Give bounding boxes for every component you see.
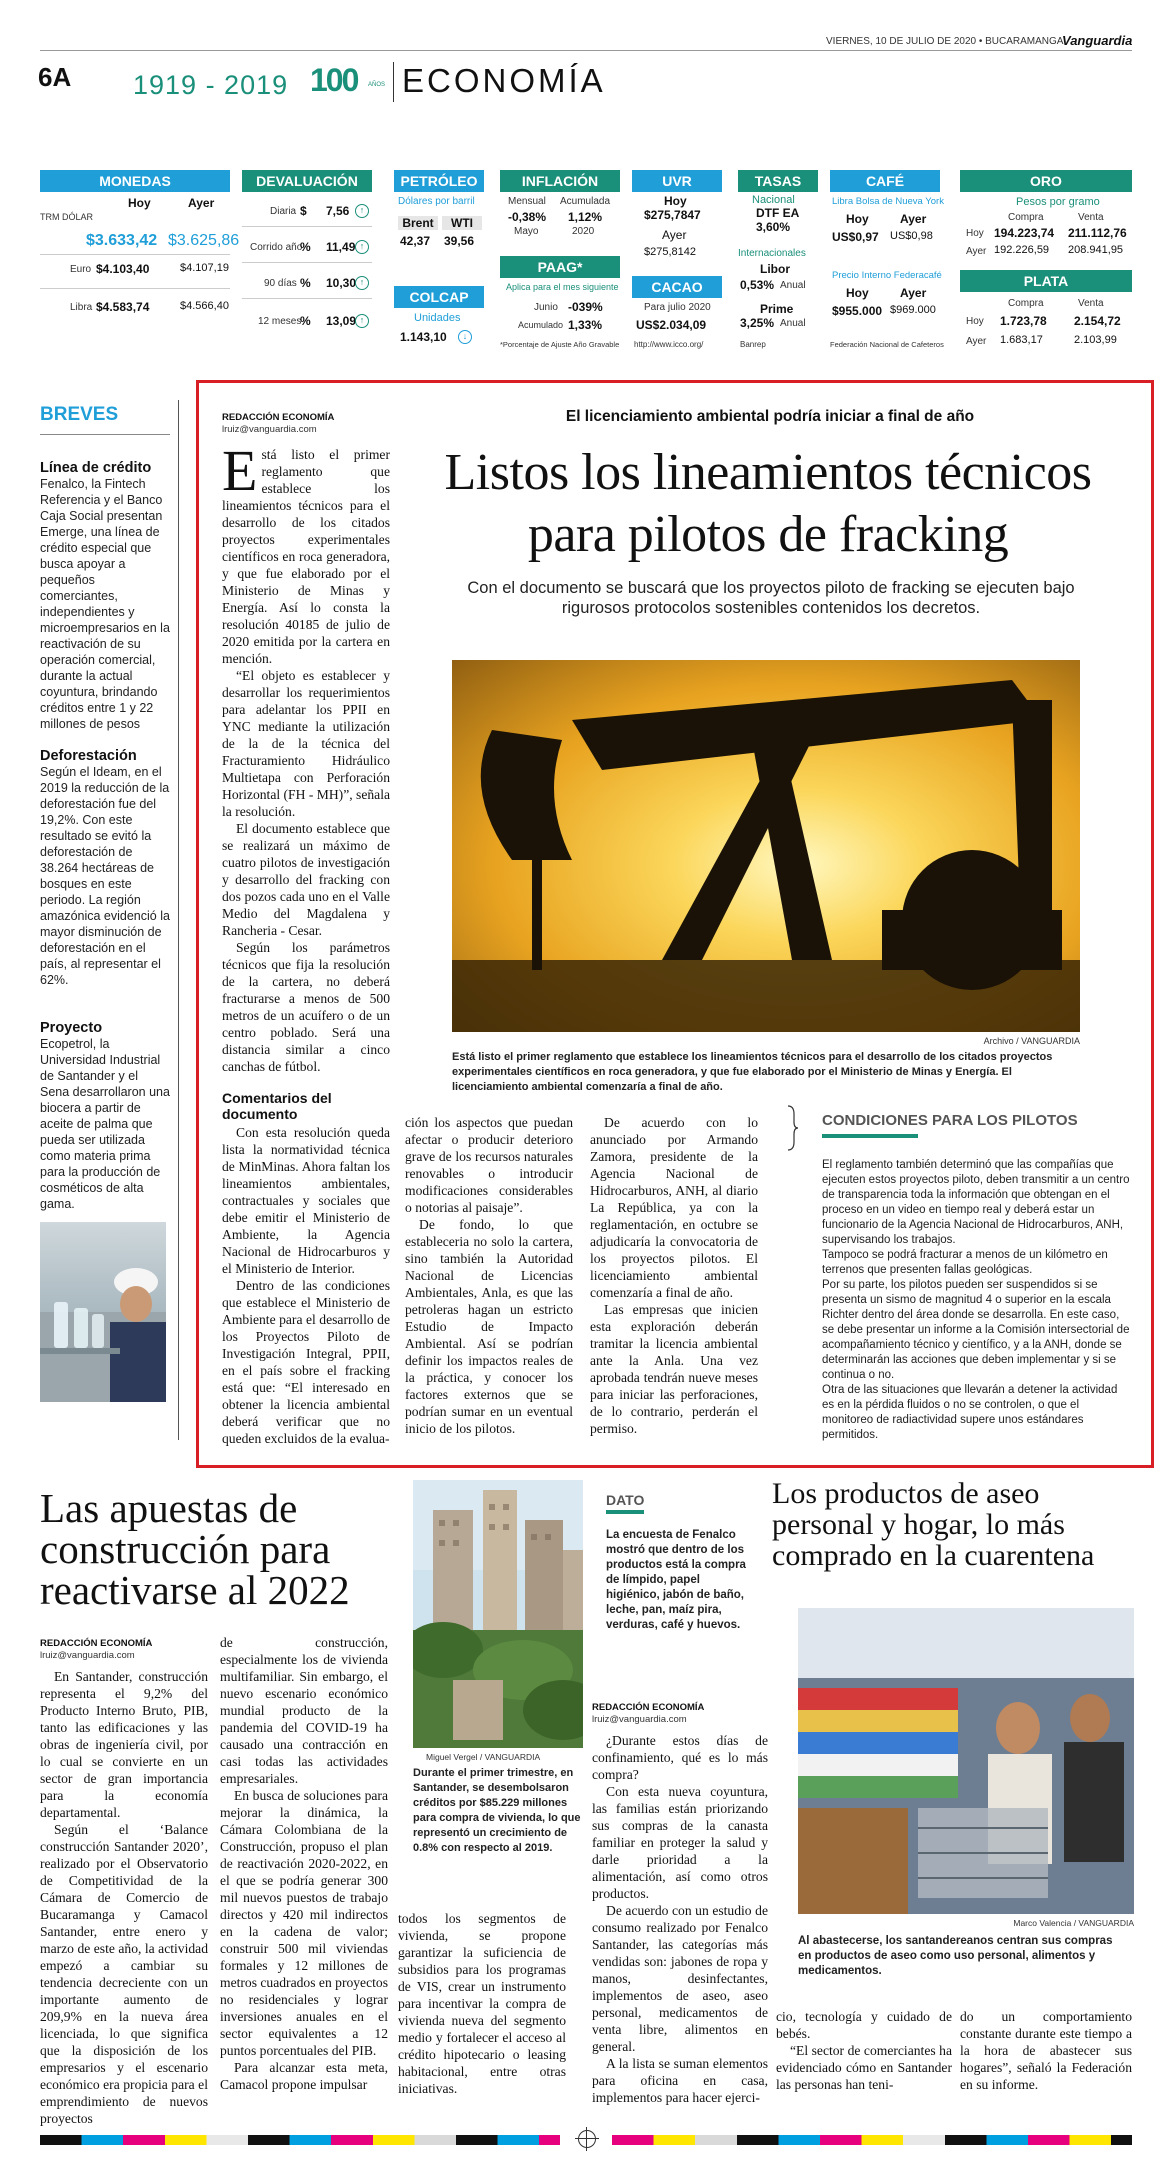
construction-headline: Las apuestas de construcción para reactivarse al 2022 [40,1485,350,1613]
construction-column-2 [220,1634,388,2093]
libra-today: $4.583,74 [96,300,150,314]
anniversary-logo-number: 100 [310,62,358,98]
breves-item-title: Proyecto [40,1020,103,1036]
construction-byline-email: lruiz@vanguardia.com [40,1650,135,1661]
main-col3-p1: De acuerdo con lo anunciado por Armando Zamora, presidente de la Agencia Nacional de Hidrocarburos, ANH, al diario La República, ya con la reglamentación, en octubre se adjudicaría la convocatoria de los proyectos pilotos. El licenciamiento ambiental comenzaría a final de año. [590,1115,758,1300]
construction-column-1 [40,1668,208,2127]
breves-item [40,1020,170,1212]
libra-yesterday: $4.566,40 [180,300,229,312]
anniversary-years: 1919 - 2019 [133,70,289,100]
main-headline-line2: para pilotos de fracking [527,506,1009,563]
breves-item [40,460,170,732]
main-byline-email: lruiz@vanguardia.com [222,424,317,435]
cleaning-byline-email: lruiz@vanguardia.com [592,1714,687,1725]
tasas-libor-label: Libor [760,262,790,276]
deval-row-4-label: 12 meses [258,316,302,327]
uvr-title: UVR [632,170,722,192]
deval-row-2-label: Corrido año [250,242,303,253]
market-oro [960,170,1132,352]
cafe-col-today-2: Hoy [846,286,869,300]
arrow-down-icon: ↓ [458,330,472,344]
cacao-source: http://www.icco.org/ [634,340,704,349]
cleaning-col1-p2: Con esta nueva coyuntura, las familias están priorizando sus compras de la canasta familiar en proteger la salud y darle prioridad a la alimentación, así como otros productos. [592,1784,768,1901]
arrow-up-icon: ↑ [355,314,369,328]
plata-hoy-compra: 1.723,78 [1000,314,1047,328]
breves-rule [40,434,170,435]
main-kicker: El licenciamiento ambiental podría iniciar a final de año [565,408,975,425]
cafe-col-yesterday: Ayer [900,212,927,226]
construction-buildings-photo [413,1480,583,1748]
deval-row-4-value: 13,09 [326,314,357,328]
main-column-1 [222,438,390,1075]
cleaning-col1-p4: A la lista se suman elementos para oficina en casa, implementos para hacer ejerci- [592,2056,768,2105]
euro-today: $4.103,40 [96,262,150,276]
trm-label: TRM DÓLAR [40,212,94,222]
sidebar-bracket [786,1104,798,1152]
cacao-value: US$2.034,09 [636,318,707,332]
cleaning-col3-p1: do un comportamiento constante durante este tiempo a la hora de abastecer sus hogares”, señaló la Federación en su informe. [960,2009,1132,2092]
inflacion-mes: Mayo [514,226,539,237]
construction-col1-p1: En Santander, construcción representa el 9,2% del Producto Interno Bruto, PIB, tanto las edificaciones y las obras de ingeniería civil, por lo cual se convierte en un sector de gran importancia para la economía departamental. [40,1669,208,1820]
main-photo-credit: Archivo / VANGUARDIA [983,1036,1080,1046]
breves-item-title: Línea de crédito [40,460,152,476]
oro-ayer-label: Ayer [966,246,987,257]
trm-today: $3.633,42 [86,232,158,249]
construction-col2-p1: de construcción, especialmente los de vivienda multifamiliar. Sin embargo, el nuevo escenario económico mundial producto de la pandemia del COVID-19 ha causado una contracción en casi todas las actividades empresariales. [220,1635,388,1786]
deval-row-1-unit: $ [300,204,307,218]
plata-hoy-venta: 2.154,72 [1074,314,1121,328]
plata-venta-label: Venta [1078,298,1104,309]
main-pumpjack-photo [452,660,1080,1032]
main-col1-p6: Dentro de las condiciones que establece el Ministerio de Ambiente para el desarrollo de los Proyectos Piloto de Investigación Integral, PPII, en el país sobre el fracking está que: “El interesado en obtener la licencia ambiental deberá verificar que no queden excluidos de la evalua- [222,1278,390,1446]
tasas-int-label: Internacionales [738,248,806,259]
breves-item [40,748,170,988]
inflacion-col1: Mensual [508,196,546,207]
date-line: VIERNES, 10 DE JULIO DE 2020 • BUCARAMANGA [826,36,1064,47]
paag-note: *Porcentaje de Ajuste Año Gravable [500,340,620,349]
brand-logo: Vanguardia [1062,33,1133,48]
tasas-prime-label: Prime [760,302,794,316]
monedas-col-yesterday: Ayer [188,196,215,210]
arrow-up-icon: ↑ [355,204,369,218]
cleaning-col2-p1: cio, tecnología y cuidado de bebés. [776,2009,952,2041]
cafe-col-yesterday-2: Ayer [900,286,927,300]
inflacion-col2: Acumulada [560,196,611,207]
sidebar-title-underline [822,1134,918,1138]
tasas-dtf-label: DTF EA [756,206,800,220]
oro-ayer-compra: 192.226,59 [994,244,1050,256]
construction-byline: REDACCIÓN ECONOMÍA [40,1638,153,1649]
main-col1-p2: “El objeto es establecer y desarrollar los requerimientos para adelantar los PPII en YNC mediante la utilización de la de la técnica del Fracturamiento Hidráulico Multietapa con Perforación Horizontal (FH - MH)”, señala la resolución. [222,668,390,819]
cafe-title: CAFÉ [830,170,940,192]
market-uvr [632,170,722,352]
cafe-col-today: Hoy [846,212,869,226]
euro-yesterday: $4.107,19 [180,262,229,274]
cafe-ny-yesterday: US$0,98 [890,230,933,242]
registration-mark-icon [578,2130,596,2148]
tasas-title: TASAS [738,170,818,192]
paag-acum: 1,33% [568,318,603,332]
arrow-up-icon: ↑ [355,240,369,254]
cleaning-supermarket-photo [798,1608,1134,1914]
dato-title: DATO [606,1492,645,1508]
main-byline: REDACCIÓN ECONOMÍA [222,412,335,423]
anniversary-logo [308,62,388,102]
oro-hoy-compra: 194.223,74 [994,226,1055,240]
header-rule [40,50,1132,51]
oro-hoy-venta: 211.112,76 [1068,226,1127,240]
cleaning-column-2 [776,2008,952,2093]
plata-title: PLATA [960,270,1132,292]
construction-photo-caption: Durante el primer trimestre, en Santander, se desembolsaron créditos por $85.229 millones para compra de vivienda, lo que representó un crecimiento de 0.8% con respecto al 2019. [413,1767,581,1854]
uvr-hoy: $275,7847 [644,208,701,222]
monedas-title: MONEDAS [40,170,230,192]
tasas-prime-unit: Anual [780,318,806,329]
euro-label: Euro [70,264,92,275]
market-tasas [738,170,818,352]
main-deck: Con el documento se buscará que los proyectos piloto de fracking se ejecuten bajo rigurosos protocolos sostenibles contenidos los decretos. [467,579,1075,617]
market-cafe [830,170,944,352]
colcap-value: 1.143,10 [400,330,447,344]
deval-row-3-label: 90 días [264,278,297,289]
breves-item-text: Fenalco, la Fintech Referencia y el Banco Caja Social presentan Emerge, una línea de crédito especial que busca apoyar a pequeños comerciantes, independientes y microempresarios en la reactivación de su operación comercial, durante la actual coyuntura, brindando créditos entre 1 y 22 millones de pesos [40,477,170,731]
market-inflacion [500,170,620,352]
main-col2-p2: De fondo, lo que estableceria no solo la cartera, sino también la Autoridad Nacional de Licencias Ambientales, Anla, es que las petroleras hagan un estricto Estudio de Impacto Ambiental. Así se podrían definir los impactos reales de la práctica, y conocer los factores externos que se podrían sumar en un eventual inicio de los pilotos. [405,1217,573,1436]
market-devaluacion [242,170,372,352]
deval-row-4-unit: % [300,314,311,328]
cleaning-col1-p1: ¿Durante estos días de confinamiento, qué es lo más compra? [592,1733,768,1782]
main-column-1b [222,1124,390,1447]
oro-ayer-venta: 208.941,95 [1068,244,1124,256]
tasas-prime: 3,25% [740,316,775,330]
libra-label: Libra [70,302,93,313]
breves-vertical-rule [178,400,179,1440]
sidebar-p4: Otra de las situaciones que llevarán a detener la actividad es en la pérdida fluidos o no se controlen, o que el monitoreo de radiactividad supere unos estándares permitidos. [822,1384,1118,1441]
dato-text: La encuesta de Fenalco mostró que dentro de los productos está la compra de límpido, papel higiénico, jabón de baño, leche, pan, maíz pira, verduras, café y huevos. [606,1529,746,1631]
breves-lab-photo [40,1222,166,1402]
tasas-nacional-label: Nacional [752,194,795,206]
main-col1-p5: Con esta resolución queda lista la normatividad técnica de MinMinas. Ahora faltan los lineamientos ambientales, contractuales y sociales que debe emitir el Ministerio de Ambiente, la Agencia Nacional de Hidrocarburos y el Ministerio de Interior. [222,1125,390,1276]
registration-strip-left [40,2135,560,2145]
petroleo-sub: Dólares por barril [398,196,475,207]
tasas-libor-unit: Anual [780,280,806,291]
trm-yesterday: $3.625,86 [168,232,240,249]
cleaning-column-3 [960,2008,1132,2093]
cleaning-photo-credit: Marco Valencia / VANGUARDIA [1013,1918,1134,1928]
section-title: ECONOMÍA [402,62,606,99]
market-monedas [40,170,240,352]
deval-row-2-value: 11,49 [326,240,356,254]
inflacion-anio: 2020 [572,226,595,237]
sidebar-title: CONDICIONES PARA LOS PILOTOS [822,1112,1078,1129]
market-petroleo [394,170,484,352]
main-col3-p2: Las empresas que inicien esta exploración deberán tramitar la licencia ambiental ante la Anla. Una vez aprobada tendrán nueve meses para iniciar las perforaciones, de lo contrario, perderán el permiso. [590,1302,758,1436]
paag-title: PAAG* [500,256,620,278]
construction-column-3 [398,1910,566,2097]
oro-sub: Pesos por gramo [1016,196,1100,208]
tasas-libor: 0,53% [740,278,775,292]
cafe-ny-today: US$0,97 [832,230,879,244]
main-col1-subhead: Comentarios del documento [222,1090,332,1122]
brent-value: 42,37 [400,234,431,248]
cacao-sub: Para julio 2020 [644,302,711,313]
devaluacion-title: DEVALUACIÓN [242,170,372,192]
main-column-2 [405,1114,573,1437]
plata-ayer-venta: 2.103,99 [1074,334,1117,346]
tasas-dtf: 3,60% [756,220,791,234]
paag-sub: Aplica para el mes siguiente [506,282,619,292]
cafe-fed-yesterday: $969.000 [890,304,936,316]
deval-row-2-unit: % [300,240,311,254]
paag-acum-label: Acumulado [518,320,564,330]
paag-junio-label: Junio [534,302,558,313]
oro-venta-label: Venta [1078,212,1104,223]
cleaning-col2-p2: “El sector de comerciantes ha evidenciado cómo en Santander las personas han teni- [776,2043,952,2092]
main-col1-p3: El documento establece que se realizará un máximo de cuatro pilotos de investigación y desarrollo del fracking con dos pozos cada uno en el Valle Medio del Magdalena y Rancheria - Cesar. [222,821,390,938]
cacao-title: CACAO [632,276,722,298]
construction-photo-credit: Miguel Vergel / VANGUARDIA [426,1752,541,1762]
main-column-3 [590,1114,758,1437]
oro-compra-label: Compra [1008,212,1044,223]
monedas-col-today: Hoy [128,196,151,210]
plata-compra-label: Compra [1008,298,1044,309]
petroleo-title: PETRÓLEO [394,170,484,192]
main-photo-caption: Está listo el primer reglamento que establece los lineamientos técnicos para el desarrollo de los citados proyectos experimentales científicos en roca generadora, y que fue elaborado por el Ministerio de Minas y Energía. El licenciamiento ambiental comenzaría a final de año. [452,1051,1053,1093]
cafe-source: Federación Nacional de Cafeteros [830,340,944,349]
main-col1-p4: Según los parámetros técnicos que fija la resolución de la cartera, no deberá fracturarse a menos de 500 metros de un acuífero o de un centro poblado. Será una distancia similar a cinco canchas de fútbol. [222,940,390,1074]
dato-underline [606,1510,644,1514]
cleaning-column-1 [592,1732,768,2106]
sidebar-p1: El reglamento también determinó que las compañías que ejecuten estos proyectos piloto, deben transmitir a un centro de transparencia toda la información que obtengan en el proceso en un video en tiempo real y deberá estar un funcionario de la Agencia Nacional de Hidrocarburos, ANH, supervisando los trabajos. [822,1159,1130,1246]
cleaning-headline: Los productos de aseo personal y hogar, lo más comprado en la cuarentena [772,1477,1095,1572]
cafe-fed-today: $955.000 [832,304,883,318]
wti-value: 39,56 [444,234,475,248]
deval-row-3-value: 10,30 [326,276,357,290]
inflacion-mensual: -0,38% [508,210,547,224]
main-col1-first: stá listo el primer reglamento que establece los lineamientos técnicos para el desarrollo de los citados proyectos experimentales científicos en roca generadora, y que fue elaborado por el Ministerio de Minas y Energía. Así lo consta la resolución 40185 de julio de 2020 emitida por la cartera en mención. [222,447,390,666]
anniversary-logo-sub: AÑOS [368,82,386,88]
header-divider [393,62,394,102]
breves-heading: BREVES [40,404,119,425]
drop-cap: E [222,438,258,503]
plata-ayer-compra: 1.683,17 [1000,334,1043,346]
cleaning-col1-p3: De acuerdo con un estudio de consumo realizado por Fenalco Santander, las categorías más vendidas son: jabones de ropa y manos, desinfectantes, implementos de aseo, aseo personal, medicamentos de venta libre, alimentos en general. [592,1903,768,2054]
cafe-ny-label: Libra Bolsa de Nueva York [832,196,944,207]
sidebar-p2: Tampoco se podrá fracturar a menos de un kilómetro en terrenos que presenten fallas geológicas. [822,1249,1108,1276]
sidebar-text [822,1158,1130,1443]
deval-row-1-label: Diaria [270,206,297,217]
paag-junio: -039% [568,300,603,314]
deval-row-3-unit: % [300,276,311,290]
construction-col2-p2: En busca de soluciones para mejorar la dinámica, la Cámara Colombiana de la Construcción, propuso el plan de reactivación 2020-2022, en el que se podría generar 300 mil nuevos puestos de trabajo directos y 420 mil indirectos en la cadena de valor; construir 500 mil viviendas formales y 12 millones de metros cuadrados en proyectos no residenciales y lograr inversiones anuales en el sector equivalentes a 12 puntos porcentuales del PIB. [220,1788,388,2058]
construction-col1-p2: Según el ‘Balance construcción Santander 2020’, realizado por el Observatorio de Competitividad de la Cámara de Comercio de Bucaramanga y Camacol Santander, entre enero y marzo de este año, la actividad empezó a cambiar su tendencia decreciente con un importante aumento de 209,9% en la nueva área licenciada, lo que significa que la disposición de los empresarios y el escenario económico era propicia para el emprendimiento de nuevos proyectos [40,1822,208,2126]
page-number: 6A [38,62,72,92]
sidebar-p3: Por su parte, los pilotos pueden ser suspendidos si se presenta un sismo de magnitud 4 o superior en la escala Richter dentro del área donde se desarrolla. En este caso, se debe presentar un informe a la Comisión intersectorial de acompañamiento técnico y científico, y a la ANH, donde se determinarán las acciones que deben implementar y si se continua o no. [822,1279,1130,1381]
oro-title: ORO [960,170,1132,192]
cleaning-byline: REDACCIÓN ECONOMÍA [592,1702,705,1713]
deval-row-1-value: 7,56 [326,204,350,218]
cafe-fed-label: Precio Interno Federacafé [832,270,942,281]
tasas-source: Banrep [740,340,766,349]
arrow-up-icon: ↑ [355,276,369,290]
breves-item-title: Deforestación [40,748,137,764]
construction-col3-p1: todos los segmentos de vivienda, se propone garantizar la suficiencia de subsidios para los programas de VIS, crear un instrumento para incentivar la compra de vivienda nueva del segmento medio y fortalecer el acceso al crédito hipotecario o leasing habitacional, entre otras iniciativas. [398,1911,566,2096]
main-col2-p1: ción los aspectos que puedan afectar o producir deterioro grave de los recursos naturales renovables o introducir modificaciones considerables o notorias al paisaje”. [405,1115,573,1215]
registration-strip-right [612,2135,1132,2145]
uvr-ayer: $275,8142 [644,246,696,258]
inflacion-acumulada: 1,12% [568,210,603,224]
main-headline-line1: Listos los lineamientos técnicos [444,444,1092,501]
cleaning-photo-caption: Al abastecerse, los santandereanos centran sus compras en productos de aseo como uso personal, alimentos y medicamentos. [798,1935,1113,1977]
breves-item-text: Según el Ideam, en el 2019 la reducción de la deforestación fue del 19,2%. Con este resultado se evitó la deforestación de 38.264 hectáreas de bosques en este periodo. La región amazónica evidenció la mayor disminución de deforestación en el país, al representar el 62%. [40,765,170,987]
breves-item-text: Ecopetrol, la Universidad Industrial de Santander y el Sena desarrollaron una biocera a partir de aceite de palma que pueda ser utilizada como materia prima para la producción de cosméticos de alta gama. [40,1037,170,1211]
colcap-title: COLCAP [394,286,484,308]
colcap-sub: Unidades [414,312,461,324]
brent-label: Brent [398,216,438,230]
main-headline [400,442,1136,566]
oro-hoy-label: Hoy [966,228,984,239]
plata-ayer-label: Ayer [966,336,987,347]
inflacion-title: INFLACIÓN [500,170,620,192]
construction-col2-p3: Para alcanzar esta meta, Camacol propone impulsar [220,2060,388,2092]
plata-hoy-label: Hoy [966,316,984,327]
uvr-hoy-label: Hoy [664,194,687,208]
uvr-ayer-label: Ayer [662,228,687,242]
wti-label: WTI [442,216,482,230]
